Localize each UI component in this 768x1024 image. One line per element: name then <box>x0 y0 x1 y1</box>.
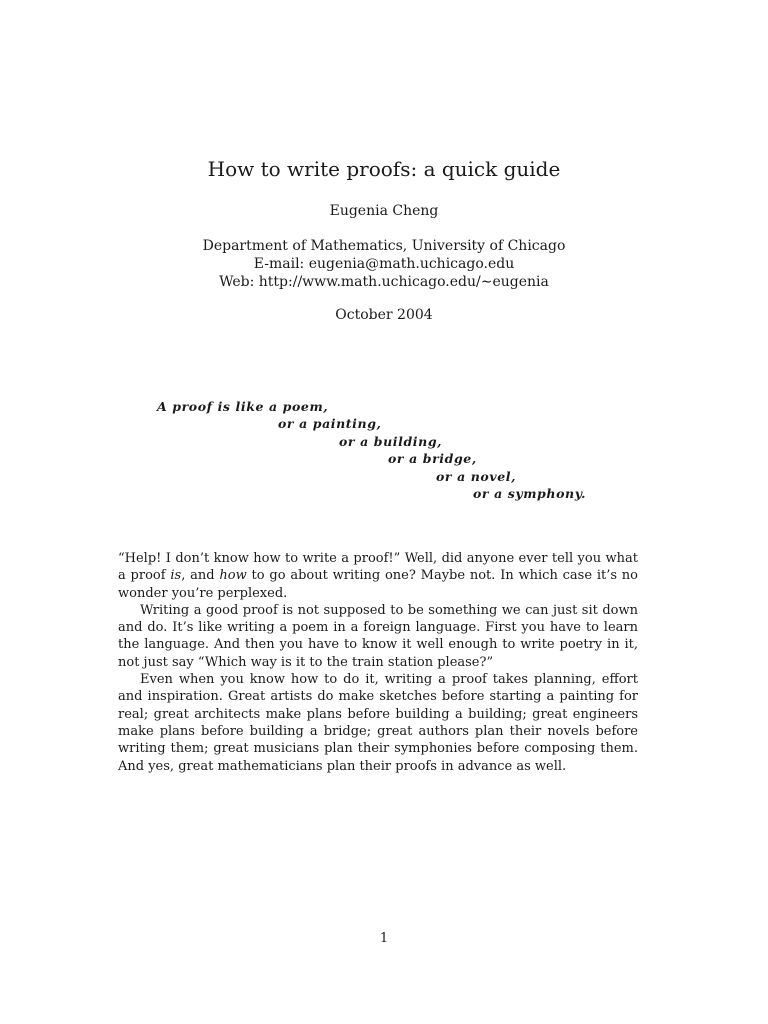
document-date: October 2004 <box>335 307 433 323</box>
author-affiliation <box>0 237 768 291</box>
author-name: Eugenia Cheng <box>329 203 439 219</box>
paragraph-text: , and <box>181 568 220 584</box>
emphasis-text: how <box>219 568 247 584</box>
paragraph-text: “Help! I don’t know how to write a proof!” Well, did anyone ever tell you what a proof <box>118 551 638 584</box>
paragraph-text: to go about writing one? Maybe not. In which case it’s no wonder you’re perplexed. <box>118 568 639 601</box>
paragraph: Writing a good proof is not supposed to be something we can just sit down and do. It’s like writing a poem in a foreign language. First you have to learn the language. And then you have to know it well enough to write poetry in it, not just say “Which way is it to the train station please?” <box>118 602 638 670</box>
poem-line: or a symphony. <box>473 486 587 501</box>
email-line: E-mail: eugenia@math.uchicago.edu <box>253 256 515 272</box>
document-title: How to write proofs: a quick guide <box>207 157 561 181</box>
poem-line: or a building, <box>339 434 443 449</box>
paragraph <box>118 550 638 602</box>
poem-line: or a bridge, <box>388 451 477 466</box>
body-text <box>118 550 638 775</box>
poem-line: or a novel, <box>436 469 517 484</box>
poem-line: A proof is like a poem, <box>157 399 329 414</box>
emphasis-text: is <box>170 568 182 584</box>
page-number: 1 <box>379 931 389 946</box>
web-line: Web: http://www.math.uchicago.edu/∼eugenia <box>219 274 549 290</box>
paragraph: Even when you know how to do it, writing a proof takes planning, effort and inspiration. Great artists do make sketches before starting a painting for real; great architects make plans before building a building; great engineers make plans before building a bridge; great authors plan their novels before writing them; great musicians plan their symphonies before composing them. And yes, great mathematicians plan their proofs in advance as well. <box>118 672 638 774</box>
poem-line: or a painting, <box>278 416 382 431</box>
department-line: Department of Mathematics, University of Chicago <box>202 238 566 254</box>
